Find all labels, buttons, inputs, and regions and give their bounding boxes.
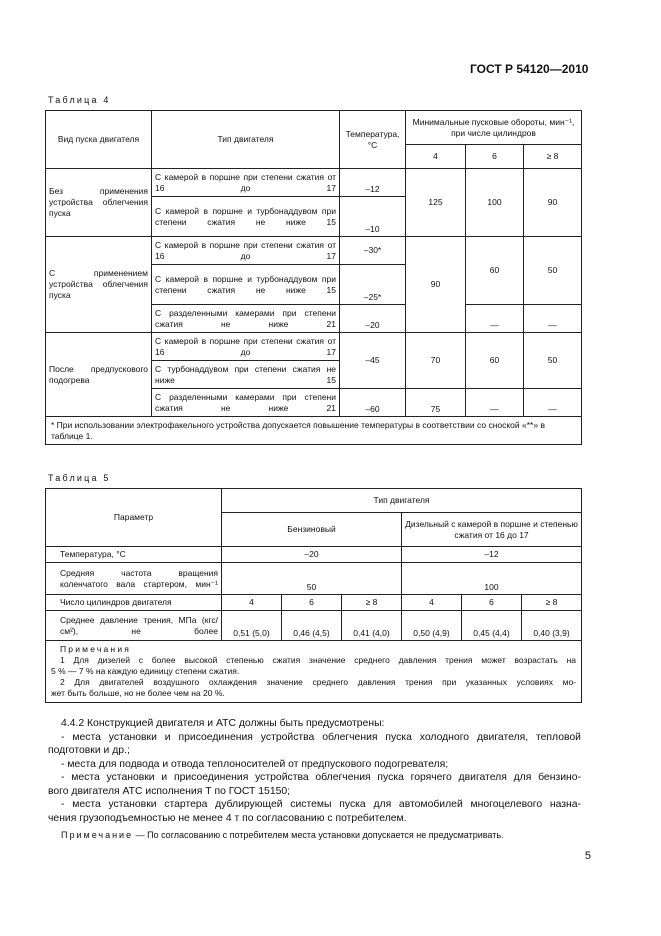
t4-temp: –12 (340, 169, 406, 197)
t4-footnote: * При использовании электрофакельного устройства допускается повышение температуры в соответствии со сноской «**» в таблице 1. (46, 417, 582, 445)
t5-cyl: 6 (462, 595, 522, 611)
t5-note1b: 5 % — 7 % на каждую единицу степени сжатия. (51, 666, 240, 676)
t5-press: 0,46 (4,5) (282, 611, 342, 641)
t5-press: 0,45 (4,4) (462, 611, 522, 641)
t5-note2a: 2 Для двигателей воздушного охлаждения значение среднего давления трения при указанных условиях мо- (60, 677, 577, 687)
t4-temp: –25* (340, 265, 406, 305)
para-item: - места установки и присоединения устройства облегчения пуска холодного двигателя, тепловой (61, 731, 581, 743)
t5-head-param: Параметр (46, 489, 222, 547)
t5-press-label: Среднее давление трения, МПа (кгс/см²), не более (46, 611, 222, 641)
page-number: 5 (584, 850, 591, 862)
t5-press: 0,50 (4,9) (402, 611, 462, 641)
t4-rpm: — (466, 305, 524, 333)
t5-head-petrol: Бензиновый (222, 513, 402, 547)
para-item-cont: подготовки и др.; (48, 745, 130, 756)
t4-rpm: 60 (466, 333, 524, 389)
t4-type: С камерой в поршне и турбонаддувом при степени сжатия не ниже 15 (152, 197, 340, 237)
para-item: - места установки стартера дублирующей системы пуска для автомобилей многоцелевого назна- (61, 799, 581, 810)
t4-cyl-4: 4 (406, 145, 466, 169)
t4-cyl-8: ≥ 8 (524, 145, 582, 169)
t4-type: С разделенными камерами при степени сжатия не ниже 21 (152, 389, 340, 417)
table5-caption: Таблица 5 (48, 473, 111, 483)
section-note-label: Примечание (61, 830, 134, 840)
t5-speed-label: Средняя частота вращения коленчатого вала стартером, мин⁻¹ (46, 563, 222, 595)
t4-start-g3: После предпускового подогрева (46, 333, 152, 417)
section-4-4-2 (48, 717, 581, 843)
t5-cyl: 4 (402, 595, 462, 611)
t4-type: С камерой в поршне при степени сжатия от 16 до 17 (152, 237, 340, 265)
t4-rpm: — (466, 389, 524, 417)
t5-cyl: 6 (282, 595, 342, 611)
t4-head-type: Тип двигателя (152, 111, 340, 169)
t5-note2b: жет быть больше, но не более чем на 20 %. (51, 688, 225, 698)
t4-cyl-6: 6 (466, 145, 524, 169)
t4-type: С камерой в поршне при степени сжатия от 16 до 17 (152, 333, 340, 361)
t4-rpm: 100 (466, 169, 524, 237)
para-item-cont: чения грузоподъемностью не менее 4 т по согласованию с потребителем. (48, 812, 407, 824)
t5-press: 0,41 (4,0) (342, 611, 402, 641)
t5-press: 0,40 (3,9) (522, 611, 582, 641)
document-code: ГОСТ Р 54120—2010 (470, 62, 589, 76)
t4-temp: –20 (340, 305, 406, 333)
t5-speed-petrol: 50 (222, 563, 402, 595)
t5-cyl: 4 (222, 595, 282, 611)
t4-type: С камерой в поршне при степени сжатия от 16 до 17 (152, 169, 340, 197)
t4-start-g1: Без применения устройства облегчения пуска (46, 169, 152, 237)
t4-start-g2: С применением устройства облегчения пуска (46, 237, 152, 333)
t4-rpm: 50 (524, 333, 582, 389)
t4-type: С камерой в поршне и турбонаддувом при степени сжатия не ниже 15 (152, 265, 340, 305)
t4-rpm: 50 (524, 237, 582, 305)
t4-rpm: 90 (524, 169, 582, 237)
t4-temp: –60 (340, 389, 406, 417)
t5-temp-diesel: –12 (402, 547, 582, 563)
para-intro: 4.4.2 Конструкцией двигателя и АТС должны быть предусмотрены: (61, 718, 385, 729)
t5-cyl-label: Число цилиндров двигателя (46, 595, 222, 611)
para-item: - места для подвода и отвода теплоносителей от предпускового подогревателя; (61, 758, 449, 770)
table4-caption: Таблица 4 (48, 95, 111, 105)
t5-temp-label: Температура, °С (46, 547, 222, 563)
t5-cyl: ≥ 8 (522, 595, 582, 611)
t5-head-engine-type: Тип двигателя (222, 489, 582, 513)
t4-type: С турбонаддувом при степени сжатия не ниже 15 (152, 361, 340, 389)
t4-rpm: — (524, 389, 582, 417)
t4-rpm: 75 (406, 389, 466, 417)
t4-temp: –10 (340, 197, 406, 237)
table5 (45, 488, 582, 703)
t4-rpm: 90 (406, 237, 466, 333)
section-note (48, 829, 581, 843)
t4-temp: –45 (340, 333, 406, 389)
t5-note1a: 1 Для дизелей с более высокой степенью сжатия значение среднего давления трения может возрастать на (60, 655, 577, 665)
t5-press: 0,51 (5,0) (222, 611, 282, 641)
t5-cyl: ≥ 8 (342, 595, 402, 611)
t4-rpm: 60 (466, 237, 524, 305)
t5-head-diesel: Дизельный с камерой в поршне и степенью сжатия от 16 до 17 (402, 513, 582, 547)
section-note-text: — По согласованию с потребителем места установки допускается не предусматривать. (135, 830, 504, 840)
t5-notes (46, 641, 582, 703)
t4-head-start: Вид пуска двигателя (46, 111, 152, 169)
t4-rpm: — (524, 305, 582, 333)
para-item-cont: вого двигателя АТС исполнения Т по ГОСТ 15150; (48, 785, 291, 797)
t4-rpm: 125 (406, 169, 466, 237)
para-item: - места установки и присоединения устройства облегчения пуска горячего двигателя для бензино- (61, 772, 581, 783)
t5-notes-title: Примечания (60, 644, 132, 654)
t5-speed-diesel: 100 (402, 563, 582, 595)
t4-head-temp: Температура, °С (340, 111, 406, 169)
t4-head-rpm: Минимальные пусковые обороты, мин⁻¹, при числе цилиндров (406, 111, 582, 145)
t5-temp-petrol: –20 (222, 547, 402, 563)
t4-type: С разделенными камерами при степени сжатия не ниже 21 (152, 305, 340, 333)
t4-rpm: 70 (406, 333, 466, 389)
table4 (45, 110, 582, 445)
t4-temp: –30* (340, 237, 406, 265)
